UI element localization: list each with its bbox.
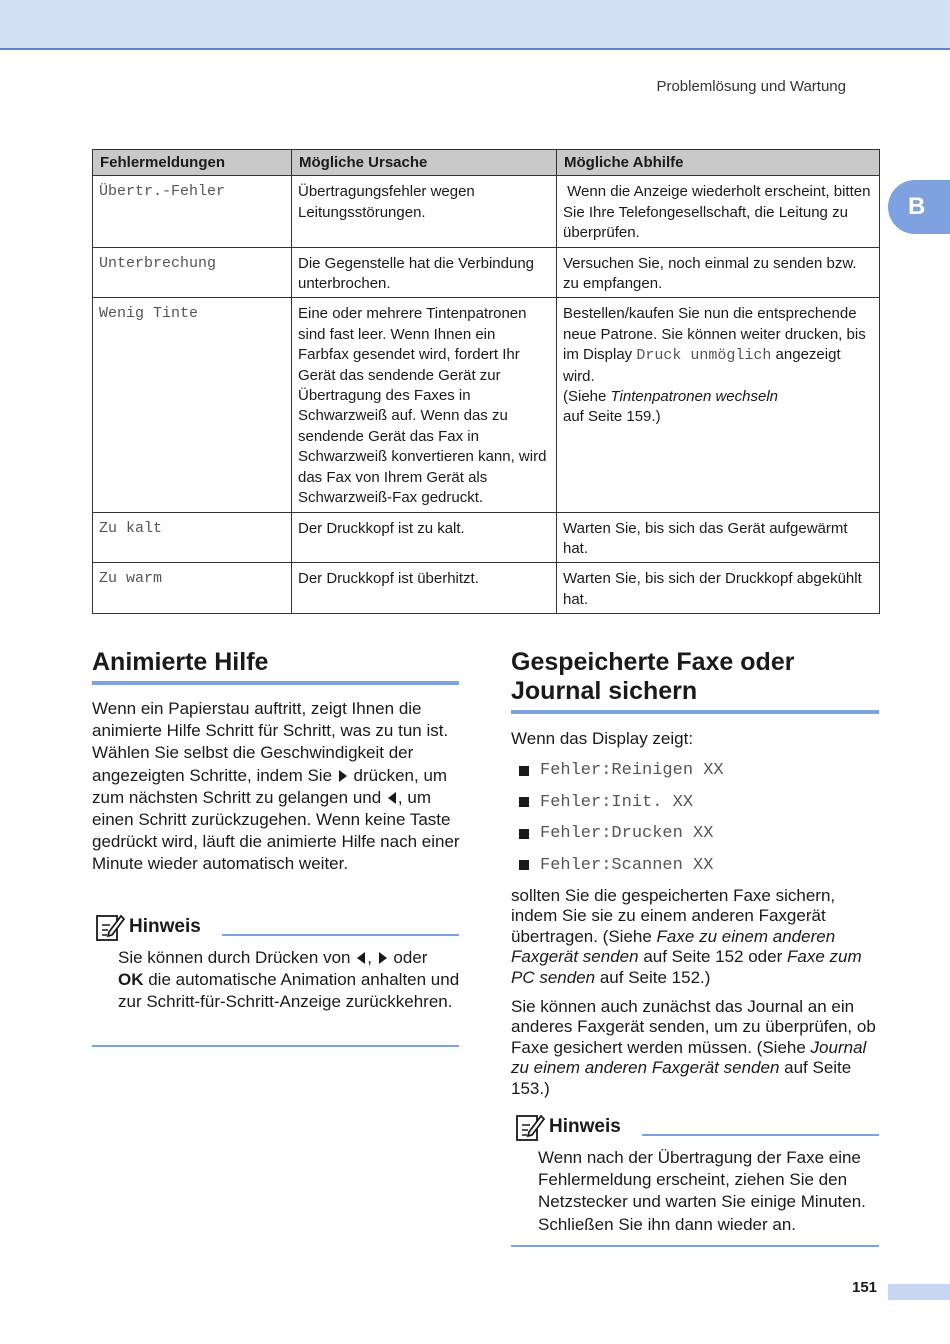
error-message-cell: Übertr.-Fehler <box>93 176 292 247</box>
table-row <box>93 176 880 247</box>
paragraph-text: auf Seite 153.) <box>511 1058 852 1098</box>
remedy-text: auf Seite 159.) <box>563 408 661 426</box>
note-pencil-icon <box>95 912 125 942</box>
table-row <box>93 563 880 614</box>
note-text-part: Sie können durch Drücken von <box>118 948 351 967</box>
note-top-rule <box>222 934 459 936</box>
column-header: Mögliche Ursache <box>292 150 557 176</box>
display-intro: Wenn das Display zeigt: <box>511 729 694 748</box>
bullet-icon <box>519 860 529 870</box>
cross-reference-link[interactable]: Tintenpatronen wechseln <box>610 388 779 406</box>
table-row <box>93 298 880 512</box>
section-header: Problemlösung und Wartung <box>656 78 846 95</box>
paragraph-text: auf Seite 152 oder <box>638 947 787 967</box>
table-header-row <box>93 150 880 176</box>
note-top-rule <box>642 1134 879 1136</box>
bullet-icon <box>519 766 529 776</box>
title-underline <box>511 710 879 714</box>
bullet-icon <box>519 797 529 807</box>
cause-cell: Eine oder mehrere Tintenpatronen sind fast leer. Wenn Ihnen ein Farbfax gesendet wird, fordert Ihr Gerät das sendende Gerät zur Übertragung des Faxes in Schwarzweiß auf. Wenn das zu sendende Gerät das Fax in Schwarzweiß konvertieren kann, wird das Fax von Ihrem Gerät als Schwarzweiß-Fax gedruckt. <box>292 298 557 512</box>
note-bottom-rule <box>92 1045 459 1047</box>
bullet-icon <box>519 829 529 839</box>
note-text <box>118 947 463 1014</box>
list-item <box>519 787 724 819</box>
remedy-text: angezeigt wird. <box>563 346 841 385</box>
top-banner <box>0 0 950 50</box>
cross-reference-link[interactable]: Journal zu einem anderen Faxgerät senden <box>511 1037 867 1078</box>
table-row <box>93 247 880 298</box>
journal-paragraph <box>511 997 883 1099</box>
title-line: Journal sichern <box>511 677 698 705</box>
display-message: Fehler:Init. XX <box>540 792 694 812</box>
note-heading <box>95 912 201 942</box>
paragraph-text: auf Seite 152.) <box>595 967 711 987</box>
page-number: 151 <box>852 1279 878 1296</box>
error-message-cell: Zu warm <box>93 563 292 614</box>
list-item <box>519 755 724 787</box>
cause-cell: Übertragungsfehler wegen Leitungsstörungen. <box>292 176 557 247</box>
chapter-tab: B <box>888 180 950 234</box>
right-arrow-icon <box>339 770 347 782</box>
remedy-text: (Siehe <box>563 388 611 406</box>
cause-cell: Der Druckkopf ist zu kalt. <box>292 512 557 563</box>
note-label: Hinweis <box>549 1116 621 1137</box>
error-message-cell: Wenig Tinte <box>93 298 292 512</box>
right-arrow-icon <box>379 952 387 964</box>
section-title-save-faxes <box>511 648 881 706</box>
remedy-cell: Warten Sie, bis sich der Druckkopf abgekühlt hat. <box>557 563 880 614</box>
column-header: Fehlermeldungen <box>93 150 292 176</box>
note-heading <box>515 1112 621 1142</box>
list-item <box>519 850 724 882</box>
note-label: Hinweis <box>129 916 201 937</box>
remedy-cell: Warten Sie, bis sich das Gerät aufgewärmt hat. <box>557 512 880 563</box>
error-message-cell: Zu kalt <box>93 512 292 563</box>
save-faxes-paragraph <box>511 886 883 988</box>
display-messages-list <box>519 755 724 881</box>
display-message: Druck unmöglich <box>636 347 772 365</box>
note-text-part: , <box>367 948 372 967</box>
left-arrow-icon <box>388 792 396 804</box>
title-underline <box>92 681 459 685</box>
cause-cell: Die Gegenstelle hat die Verbindung unterbrochen. <box>292 247 557 298</box>
column-header: Mögliche Abhilfe <box>557 150 880 176</box>
section-title-animated-help: Animierte Hilfe <box>92 648 269 676</box>
cross-reference-link[interactable]: Faxe zu einem anderen Faxgerät senden <box>511 926 836 967</box>
note-text-part: die automatische Animation anhalten und zur Schritt-für-Schritt-Anzeige zurückkehren. <box>118 970 460 1012</box>
list-item <box>519 818 724 850</box>
remedy-cell <box>557 298 880 512</box>
animated-help-paragraph <box>92 698 462 876</box>
note-bottom-rule <box>511 1245 879 1247</box>
remedy-cell: Wenn die Anzeige wiederholt erscheint, bitten Sie Ihre Telefongesellschaft, die Leitung zu überprüfen. <box>557 176 880 247</box>
table-row <box>93 512 880 563</box>
paragraph-text: drücken, um zum nächsten Schritt zu gelangen und <box>92 765 448 807</box>
title-line: Gespeicherte Faxe oder <box>511 648 795 676</box>
paragraph-text: , um einen Schritt zurückzugehen. Wenn keine Taste gedrückt wird, läuft die animierte Hilfe nach einer Minute wieder automatisch weiter. <box>92 787 460 874</box>
paragraph-text: Sie können auch zunächst das Journal an ein anderes Faxgerät senden, um zu überprüfen, ob Faxe gesichert werden müssen. (Siehe <box>511 997 876 1057</box>
note-text-part: oder <box>393 948 428 967</box>
error-table <box>92 149 880 614</box>
display-message: Fehler:Reinigen XX <box>540 761 724 781</box>
left-arrow-icon <box>357 952 365 964</box>
paragraph-text: sollten Sie die gespeicherten Faxe sichern, indem Sie sie zu einem anderen Faxgerät übertragen. (Siehe <box>511 886 836 946</box>
ok-key-label: OK <box>118 970 144 990</box>
note-text: Wenn nach der Übertragung der Faxe eine Fehlermeldung erscheint, ziehen Sie den Netzstecker und warten Sie einige Minuten. Schließen Sie ihn dann wieder an. <box>538 1148 866 1234</box>
error-message-cell: Unterbrechung <box>93 247 292 298</box>
display-message: Fehler:Scannen XX <box>540 855 714 875</box>
display-message: Fehler:Drucken XX <box>540 824 714 844</box>
remedy-text: Bestellen/kaufen Sie nun die entsprechende neue Patrone. Sie können weiter drucken, bis im Display <box>563 305 866 364</box>
cross-reference-link[interactable]: Faxe zum PC senden <box>511 947 862 987</box>
cause-cell: Der Druckkopf ist überhitzt. <box>292 563 557 614</box>
note-pencil-icon <box>515 1112 545 1142</box>
paragraph-text: Wenn ein Papierstau auftritt, zeigt Ihnen die animierte Hilfe Schritt für Schritt, was zu tun ist. Wählen Sie selbst die Geschwindigkeit der angezeigten Schritte, indem Sie <box>92 699 449 785</box>
page-number-bar <box>888 1284 950 1300</box>
remedy-cell: Versuchen Sie, noch einmal zu senden bzw. zu empfangen. <box>557 247 880 298</box>
